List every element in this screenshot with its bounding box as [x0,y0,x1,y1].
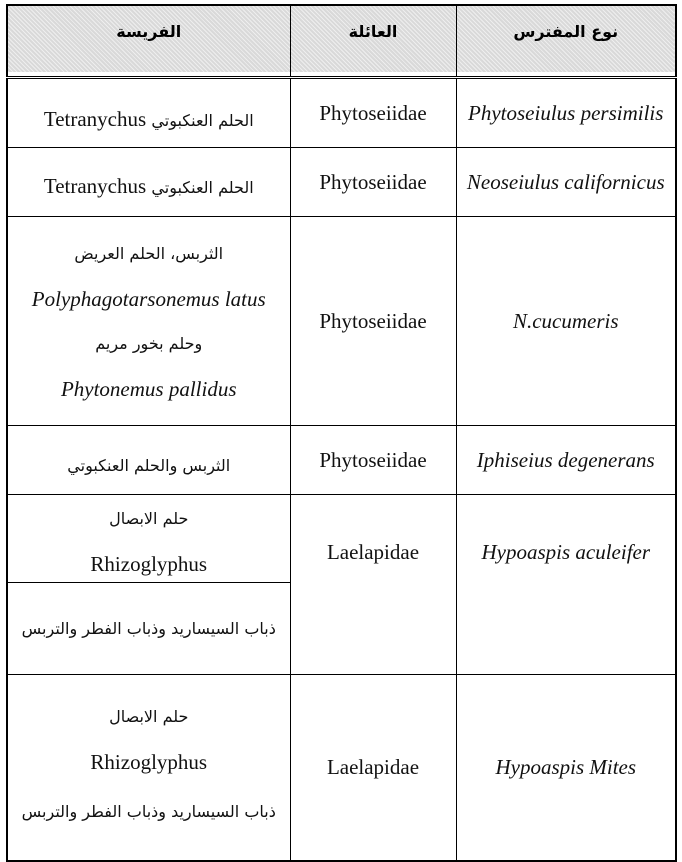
prey-cell [7,78,290,148]
predator-cell [456,495,676,583]
prey-line: Rhizoglyphus [90,750,208,775]
family-cell [290,148,456,217]
family-name: Laelapidae [326,539,420,564]
prey-arabic: الحلم العنكبوتي [151,178,254,197]
prey-cell [7,583,290,675]
table-row [7,148,676,217]
table-row [7,78,676,148]
family-cell [290,78,456,148]
header-prey: الفريسة [7,5,290,72]
family-cell [290,217,456,426]
family-name: Laelapidae [326,755,420,780]
prey-cell [7,148,290,217]
family-cell-continuation [290,583,456,675]
prey-line: وحلم بخور مريم [95,333,203,353]
prey-latin: Tetranychus [43,107,147,131]
prey-line: الثربس، الحلم العريض [74,243,224,263]
prey-latin: Tetranychus [43,174,147,198]
predator-cell [456,78,676,148]
header-row [7,5,676,72]
family-cell [290,675,456,861]
table-row [7,495,676,583]
predator-name: Neoseiulus californicus [466,170,665,194]
table-row [7,426,676,495]
predator-name: Hypoaspis aculeifer [481,539,651,564]
predator-cell-continuation [456,583,676,675]
prey-line: ذباب السيساريد وذباب الفطر والتربس [21,802,276,822]
predator-cell [456,148,676,217]
prey-line: Polyphagotarsonemus latus [31,286,266,311]
prey-arabic: الحلم العنكبوتي [151,111,254,130]
prey-cell [7,217,290,426]
table-row [7,217,676,426]
prey-line: ذباب السيساريد وذباب الفطر والتربس [21,618,276,638]
family-cell [290,495,456,583]
predator-name: Iphiseius degenerans [476,448,655,472]
prey-line: الثربس والحلم العنكبوتي [67,456,231,475]
prey-line: Phytonemus pallidus [60,376,237,401]
family-name: Phytoseiidae [319,170,427,194]
family-name: Phytoseiidae [319,309,427,333]
prey-cell [7,675,290,861]
prey-line: Rhizoglyphus [90,552,208,576]
family-cell [290,426,456,495]
predator-cell [456,217,676,426]
predator-name: N.cucumeris [512,309,619,333]
prey-line: حلم الابصال [109,707,189,727]
family-name: Phytoseiidae [319,101,427,125]
table-row [7,675,676,861]
predator-name: Hypoaspis Mites [495,755,637,780]
predator-cell [456,426,676,495]
table-row-continuation [7,583,676,675]
predator-prey-table [6,4,677,862]
prey-cell [7,495,290,583]
prey-cell [7,426,290,495]
predator-cell [456,675,676,861]
header-predator: نوع المفترس [456,5,676,72]
prey-line: حلم الابصال [109,509,189,528]
family-name: Phytoseiidae [319,448,427,472]
header-family: العائلة [290,5,456,72]
predator-name: Phytoseiulus persimilis [468,101,664,125]
